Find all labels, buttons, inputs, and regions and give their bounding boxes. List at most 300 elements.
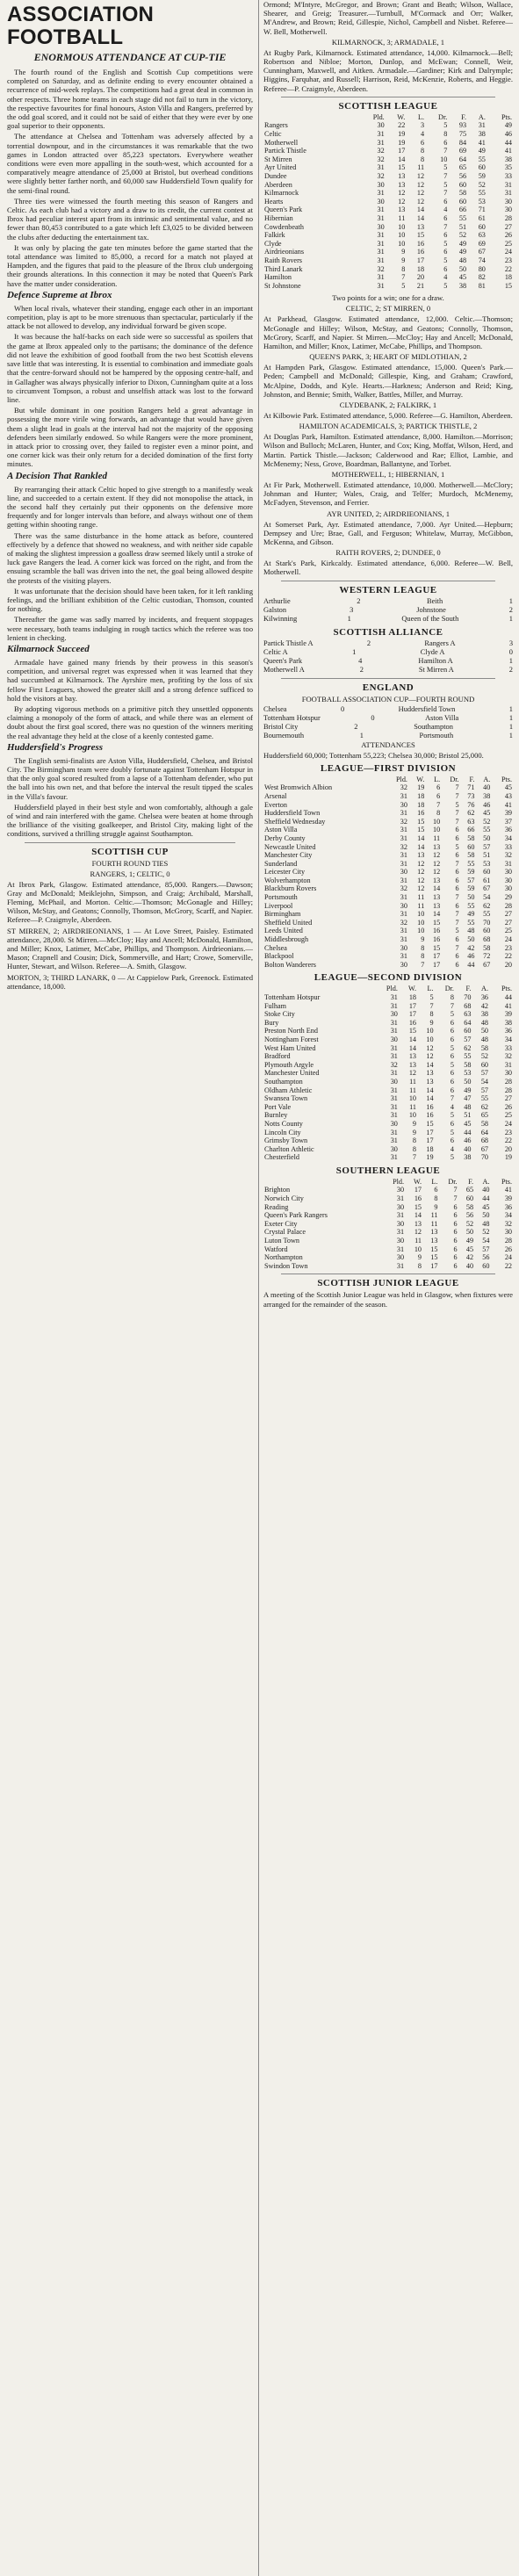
column-header: L.	[418, 112, 425, 121]
stat-cell: 6	[450, 1018, 454, 1027]
stat-cell: 14	[408, 1035, 417, 1043]
stat-cell: 16	[408, 1018, 417, 1027]
stat-cell: 31	[390, 1153, 398, 1162]
stat-cell: 5	[443, 163, 448, 172]
stat-cell: 14	[426, 1094, 434, 1103]
team-name: Portsmouth	[264, 893, 298, 902]
stat-cell: 5	[455, 927, 459, 935]
stat-cell: 31	[396, 1261, 405, 1270]
match-reports	[263, 304, 513, 576]
table-row	[263, 1228, 513, 1237]
stat-cell: 30	[390, 1010, 398, 1019]
result-line	[263, 639, 513, 648]
stat-cell: 57	[480, 1069, 488, 1078]
stat-cell: 31	[478, 121, 486, 130]
stat-cell: 50	[467, 893, 475, 902]
paragraph: But while dominant in one position Rangers held a great advantage in possessing the more virile wing forwards, an advantage that would have given them a slight lead in goals at the interval had not the majority of the opposing defenders been similarly endowed. So while Rangers were the more prominent, in attack prior to crossing over, they failed to register even a minor point, and one corner kick was their only return for a decided domination of the first forty minutes.	[7, 406, 253, 469]
stat-cell: 36	[504, 826, 512, 834]
stat-cell: 41	[504, 147, 512, 155]
stat-cell: 31	[390, 1111, 398, 1120]
cup-match-title: RANGERS, 1; CELTIC, 0	[90, 869, 170, 878]
stat-cell: 15	[504, 281, 512, 290]
stat-cell: 30	[390, 1035, 398, 1043]
stat-cell: 6	[421, 138, 425, 147]
score: 0	[371, 713, 375, 722]
stat-cell: 43	[504, 791, 512, 800]
team-name: Ayr United	[264, 163, 297, 172]
stat-cell: 53	[478, 197, 486, 206]
team-name: Bournemouth	[263, 731, 305, 740]
stat-cell: 24	[504, 1253, 512, 1262]
stat-cell: 25	[504, 927, 512, 935]
table-row	[263, 919, 513, 927]
stat-cell: 4	[450, 1144, 454, 1153]
stat-cell: 58	[480, 1119, 488, 1128]
team-name: Aberdeen	[264, 180, 292, 189]
divider	[25, 842, 235, 843]
stat-cell: 65	[480, 1111, 488, 1120]
stat-cell: 31	[390, 1043, 398, 1052]
stat-cell: 55	[480, 1094, 488, 1103]
stat-cell: 44	[504, 993, 512, 1002]
stat-cell: 11	[430, 1211, 438, 1220]
section-heading: Huddersfield's Progress	[7, 741, 104, 753]
stat-cell: 30	[396, 1237, 405, 1245]
points-note: Two points for a win; one for a draw.	[332, 293, 444, 303]
table-row	[263, 163, 513, 172]
column-header: A.	[481, 985, 488, 993]
stat-cell: 4	[421, 130, 425, 139]
column-header: Dr.	[438, 112, 448, 121]
stat-cell: 52	[478, 180, 486, 189]
stat-cell: 16	[432, 935, 441, 944]
stat-cell: 8	[412, 1136, 417, 1145]
team-name: Queen's Park	[263, 656, 303, 665]
table-row	[263, 868, 513, 877]
table-row	[263, 223, 513, 232]
stat-cell: 21	[416, 281, 425, 290]
score: 1	[508, 656, 513, 665]
team-name: Sheffield Wednesday	[264, 817, 326, 826]
team-name: Bradford	[264, 1052, 291, 1061]
table-row	[263, 147, 513, 155]
stat-cell: 39	[504, 1010, 512, 1019]
result-line	[263, 615, 513, 624]
result-line	[263, 714, 513, 723]
stat-cell: 13	[432, 901, 441, 910]
match-title: MOTHERWELL, 1; HIBERNIAN, 1	[331, 469, 445, 479]
fa-cup-title: FOOTBALL ASSOCIATION CUP—FOURTH ROUND	[301, 694, 475, 704]
stat-cell: 10	[408, 1094, 417, 1103]
table-row	[263, 877, 513, 885]
stat-cell: 15	[414, 1202, 422, 1211]
stat-cell: 13	[432, 842, 441, 851]
stat-cell: 17	[426, 1128, 434, 1136]
stat-cell: 8	[434, 1194, 438, 1203]
table-row	[263, 1078, 513, 1086]
table-row	[263, 843, 513, 852]
table-row	[263, 809, 513, 818]
stat-cell: 11	[398, 213, 406, 222]
table-header-row	[263, 113, 513, 122]
table-row	[263, 1044, 513, 1053]
scottish-alliance-title: SCOTTISH ALLIANCE	[333, 626, 443, 638]
team-name: Partick Thistle A	[263, 639, 314, 647]
stat-cell: 64	[458, 155, 467, 163]
article-body	[7, 68, 253, 288]
stat-cell: 33	[504, 171, 512, 180]
column-header: Pld.	[393, 1177, 405, 1186]
stat-cell: 60	[467, 842, 475, 851]
team-name: Nottingham Forest	[264, 1035, 319, 1043]
stat-cell: 45	[483, 809, 491, 818]
stat-cell: 48	[467, 927, 475, 935]
stat-cell: 7	[421, 960, 425, 969]
stat-cell: 63	[478, 231, 486, 240]
stat-cell: 60	[458, 180, 467, 189]
table-row	[263, 206, 513, 214]
stat-cell: 70	[464, 993, 472, 1002]
stat-cell: 6	[443, 248, 448, 256]
team-name: Arsenal	[264, 791, 287, 800]
stat-cell: 55	[483, 910, 491, 919]
stat-cell: 58	[464, 1060, 472, 1069]
stat-cell: 31	[504, 189, 512, 198]
stat-cell: 9	[412, 1119, 417, 1128]
stat-cell: 23	[504, 1128, 512, 1136]
team-name: Arthurlie	[263, 596, 291, 605]
paragraph: At Douglas Park, Hamilton. Estimated attendance, 8,000. Hamilton.—Morrison; Wilson and Bulloch; McLaren, Hunter, and Cox; King, Moffat, Wilson, Herd, and Martin. Partick Thistle.—Jackson; Calderwood and Rae; Elliot, Lambie, and McMenemy; Ness, Grove, Boardman, Ballantyne, and Torbet.	[263, 432, 513, 468]
stat-cell: 12	[416, 171, 425, 180]
stat-cell: 39	[504, 809, 512, 818]
stat-cell: 7	[443, 222, 448, 231]
stat-cell: 64	[464, 1018, 472, 1027]
table-row	[263, 1194, 513, 1203]
team-name: Bury	[264, 1018, 279, 1027]
article-body	[7, 658, 253, 740]
team-name: Everton	[264, 800, 287, 809]
column-header: Pts.	[501, 1177, 512, 1186]
table-row	[263, 1111, 513, 1120]
stat-cell: 9	[417, 1253, 422, 1262]
stat-cell: 18	[417, 800, 425, 809]
stat-cell: 8	[436, 809, 441, 818]
stat-cell: 12	[398, 197, 406, 206]
table-row	[263, 1094, 513, 1103]
table-row	[263, 851, 513, 860]
score: 2	[359, 665, 364, 674]
stat-cell: 6	[455, 851, 459, 860]
table-row	[263, 189, 513, 198]
team-name: Queen's Park Rangers	[264, 1211, 328, 1220]
team-name: Manchester United	[264, 1069, 320, 1078]
stat-cell: 12	[426, 1043, 434, 1052]
stat-cell: 60	[478, 163, 486, 172]
stat-cell: 17	[408, 1010, 417, 1019]
column-header: Dr.	[444, 985, 454, 993]
table-row	[263, 1253, 513, 1262]
stat-cell: 6	[450, 1052, 454, 1061]
stat-cell: 31	[377, 213, 385, 222]
stat-cell: 30	[400, 800, 407, 809]
stat-cell: 33	[504, 1043, 512, 1052]
stat-cell: 58	[480, 1043, 488, 1052]
stat-cell: 46	[464, 1136, 472, 1145]
stat-cell: 13	[398, 180, 406, 189]
score: 1	[347, 614, 351, 623]
stat-cell: 5	[450, 1043, 454, 1052]
stat-cell: 75	[458, 130, 467, 139]
stat-cell: 40	[483, 783, 491, 792]
stat-cell: 6	[453, 1202, 458, 1211]
stat-cell: 6	[453, 1211, 458, 1220]
stat-cell: 66	[458, 206, 467, 214]
table-row	[263, 826, 513, 834]
stat-cell: 44	[482, 1194, 490, 1203]
paragraph: By adopting vigorous methods on a primitive pitch they unsettled opponents claiming a monopoly of the form of attack, and while there was an element of doubt about the first goal scored, there was no question of the winners meriting the real advantage they held at the close of a keenly contested game.	[7, 704, 253, 740]
results-list	[263, 597, 513, 624]
stat-cell: 32	[400, 884, 407, 893]
stat-cell: 6	[453, 1253, 458, 1262]
table-row	[263, 792, 513, 801]
stat-cell: 5	[401, 281, 406, 290]
team-name: St Mirren A	[418, 665, 454, 674]
stat-cell: 31	[390, 1136, 398, 1145]
paragraph: At Rugby Park, Kilmarnock. Estimated attendance, 14,000. Kilmarnock.—Bell; Robertson and Nibloe; Morton, Dunlop, and McEwan; Connell, Weir, Cunningham, Maxwell, and Aitken. Armadale.—Gardiner; Kirk and Dalrymple; Higgins, Farquhar, and Russell; Harrison, Reid, McKenzie, Roberts, and Heggie. Referee—P. Craigmyle, Aberdeen.	[263, 47, 513, 93]
stat-cell: 11	[409, 1102, 417, 1111]
stat-cell: 61	[478, 213, 486, 222]
team-name: Celtic A	[263, 647, 288, 656]
cup-title: SCOTTISH CUP	[91, 846, 169, 857]
stat-cell: 50	[483, 833, 491, 842]
stat-cell: 30	[504, 868, 512, 877]
stat-cell: 71	[478, 206, 486, 214]
second-division-title: LEAGUE—SECOND DIVISION	[314, 972, 463, 984]
score: 1	[359, 731, 364, 740]
stat-cell: 31	[377, 281, 385, 290]
stat-cell: 55	[483, 826, 491, 834]
team-name: Bolton Wanderers	[264, 960, 316, 969]
team-name: Watford	[264, 1245, 288, 1253]
stat-cell: 6	[455, 960, 459, 969]
team-name: Falkirk	[264, 231, 285, 240]
stat-cell: 55	[467, 859, 475, 868]
stat-cell: 50	[464, 1077, 472, 1086]
stat-cell: 11	[417, 893, 425, 902]
stat-cell: 48	[480, 1035, 488, 1043]
score: 2	[357, 596, 361, 605]
result-line	[263, 666, 513, 675]
team-name: Aston Villa	[264, 826, 298, 834]
result-line	[263, 732, 513, 740]
team-name: Motherwell A	[263, 665, 305, 674]
team-name: Southampton	[264, 1077, 303, 1086]
stat-cell: 42	[480, 1001, 488, 1010]
team-name: Birmingham	[264, 910, 301, 919]
table-row	[263, 884, 513, 893]
stat-cell: 24	[504, 248, 512, 256]
stat-cell: 15	[398, 163, 406, 172]
stat-cell: 15	[417, 826, 425, 834]
team-name: Swansea Town	[264, 1094, 308, 1103]
stat-cell: 12	[408, 1069, 417, 1078]
paragraph: Huddersfield played in their best style and won comfortably, although a gale of wind and rain interfered with the game. Chelsea were beaten at home through the brilliance of the visiting goalkeeper, and Bristol City, making light of the conditions, survived a thrilling struggle against Southampton.	[7, 802, 253, 839]
stat-cell: 6	[443, 213, 448, 222]
team-name: Hibernian	[264, 213, 293, 222]
paragraph: At Kilbowie Park. Estimated attendance, 5,000. Referee—G. Hamilton, Aberdeen.	[263, 410, 513, 420]
stat-cell: 38	[504, 1018, 512, 1027]
stat-cell: 5	[443, 121, 448, 130]
stat-cell: 6	[455, 935, 459, 944]
match-title: HAMILTON ACADEMICALS, 3; PARTICK THISTLE, 2	[299, 422, 478, 431]
article-body	[7, 485, 253, 642]
stat-cell: 63	[464, 1010, 472, 1019]
stat-cell: 62	[480, 1102, 488, 1111]
team-name: Rangers	[264, 121, 288, 130]
column-header	[263, 113, 357, 122]
stat-cell: 44	[467, 960, 475, 969]
paragraph: The English semi-finalists are Aston Villa, Huddersfield, Chelsea, and Bristol City. The Birmingham team were doubly fortunate against Tottenham Hotspur in that the only goal scored resulted from a lapse of a Tottenham defender, who put the ball into his own net, and that before the interval the result tipped the scales in the Villa's favour.	[7, 755, 253, 801]
stat-cell: 11	[430, 1219, 438, 1228]
result-line	[263, 705, 513, 714]
team-name: Oldham Athletic	[264, 1086, 313, 1094]
stat-cell: 36	[480, 993, 488, 1002]
team-name: Clyde A	[420, 647, 445, 656]
table-row	[263, 214, 513, 223]
score: 2	[508, 605, 513, 614]
table-row	[263, 282, 513, 291]
stat-cell: 10	[414, 1245, 422, 1253]
stat-cell: 32	[504, 851, 512, 860]
team-name: Queen's Park	[264, 206, 303, 214]
column-header: W.	[413, 1177, 422, 1186]
stat-cell: 25	[504, 1111, 512, 1120]
stat-cell: 6	[455, 826, 459, 834]
stat-cell: 6	[436, 791, 441, 800]
stat-cell: 55	[467, 918, 475, 927]
stat-cell: 54	[482, 1237, 490, 1245]
column-header: L.	[434, 775, 441, 783]
table-row	[263, 1103, 513, 1112]
stat-cell: 16	[416, 248, 425, 256]
stat-cell: 25	[504, 239, 512, 248]
stat-cell: 60	[465, 1194, 474, 1203]
stat-cell: 30	[396, 1219, 405, 1228]
stat-cell: 31	[377, 189, 385, 198]
england-title: ENGLAND	[362, 682, 414, 693]
stat-cell: 16	[416, 239, 425, 248]
stat-cell: 8	[421, 943, 425, 952]
stat-cell: 24	[504, 1119, 512, 1128]
stat-cell: 13	[426, 1077, 434, 1086]
table-header-row	[263, 985, 513, 993]
results-list	[263, 705, 513, 740]
stat-cell: 39	[504, 1194, 512, 1203]
stat-cell: 30	[396, 1253, 405, 1262]
stat-cell: 46	[467, 952, 475, 961]
table-row	[263, 265, 513, 274]
table-row	[263, 910, 513, 919]
table-row	[263, 893, 513, 902]
stat-cell: 12	[398, 189, 406, 198]
stat-cell: 62	[467, 809, 475, 818]
team-name: Celtic	[264, 130, 282, 139]
stat-cell: 50	[482, 1211, 490, 1220]
stat-cell: 69	[478, 239, 486, 248]
stat-cell: 7	[401, 273, 406, 282]
stat-cell: 4	[443, 206, 448, 214]
stat-cell: 8	[421, 147, 425, 155]
stat-cell: 8	[450, 993, 454, 1002]
stat-cell: 17	[426, 1136, 434, 1145]
stat-cell: 4	[443, 273, 448, 282]
stat-cell: 5	[443, 256, 448, 264]
team-name: Exeter City	[264, 1219, 298, 1228]
stat-cell: 12	[432, 851, 441, 860]
table-row	[263, 1019, 513, 1028]
stat-cell: 28	[504, 1086, 512, 1094]
stat-cell: 15	[417, 817, 425, 826]
stat-cell: 31	[377, 273, 385, 282]
stat-cell: 30	[504, 876, 512, 884]
stat-cell: 40	[482, 1186, 490, 1194]
stat-cell: 6	[455, 833, 459, 842]
table-row	[263, 935, 513, 944]
stat-cell: 52	[480, 1052, 488, 1061]
score: 2	[354, 722, 358, 731]
stat-cell: 50	[467, 935, 475, 944]
team-name: West Ham United	[264, 1043, 316, 1052]
stat-cell: 48	[480, 1018, 488, 1027]
team-name: Plymouth Argyle	[264, 1060, 314, 1069]
stat-cell: 23	[504, 256, 512, 264]
column-header: Pts.	[501, 112, 512, 121]
stat-cell: 31	[400, 851, 407, 860]
team-name: Luton Town	[264, 1237, 299, 1245]
paragraph: There was the same disturbance in the home attack as before, countered effectively by a defence that showed no weakness, and with neither side capable of making the slightest impression a goalless draw seemed likely until a stroke of luck gave Rangers the lead. A corner kick was forced on the right, and from the ensuing scramble the ball was driven into the net, the goal being allowed despite the protests of the visiting players.	[7, 530, 253, 585]
stat-cell: 31	[400, 859, 407, 868]
stat-cell: 31	[377, 163, 385, 172]
stat-cell: 6	[455, 876, 459, 884]
stat-cell: 4	[450, 1102, 454, 1111]
stat-cell: 9	[421, 935, 425, 944]
table-row	[263, 1262, 513, 1271]
stat-cell: 6	[450, 1086, 454, 1094]
paragraph: The attendance at Chelsea and Tottenham was adversely affected by a torrential downpour, and in the circumstances it was remarkable that the two games in London attracted over 85,223 spectators. Everywhere weather conditions were even more appalling in the south-west, which accounted for a comparatively meagre attendance of 25,000 at Bristol, but overhead conditions were slightly better farther north, and 60,000 saw Huddersfield Town qualify for the semi-final round.	[7, 132, 253, 195]
table-row	[263, 1220, 513, 1229]
result-line	[263, 606, 513, 615]
stat-cell: 18	[504, 273, 512, 282]
column-header	[263, 1178, 381, 1187]
stat-cell: 11	[417, 901, 425, 910]
stat-cell: 6	[455, 868, 459, 877]
stat-cell: 32	[400, 817, 407, 826]
stat-cell: 50	[480, 1027, 488, 1035]
stat-cell: 31	[396, 1194, 405, 1203]
score: 1	[508, 614, 513, 623]
team-name: Clyde	[264, 239, 282, 248]
stat-cell: 31	[377, 206, 385, 214]
stat-cell: 12	[432, 859, 441, 868]
stat-cell: 20	[504, 960, 512, 969]
stat-cell: 49	[467, 910, 475, 919]
stat-cell: 51	[483, 851, 491, 860]
stat-cell: 13	[432, 876, 441, 884]
stat-cell: 30	[504, 1228, 512, 1237]
paragraph: At Fir Park, Motherwell. Estimated attendance, 10,000. Motherwell.—McClory; Johnman and Hunter; Wales, Craig, and Telfer; Murdoch, McMenemy, McFadyen, Stevenson, and Ferrier.	[263, 480, 513, 508]
team-name: Hearts	[264, 197, 284, 206]
table-row	[263, 1136, 513, 1145]
